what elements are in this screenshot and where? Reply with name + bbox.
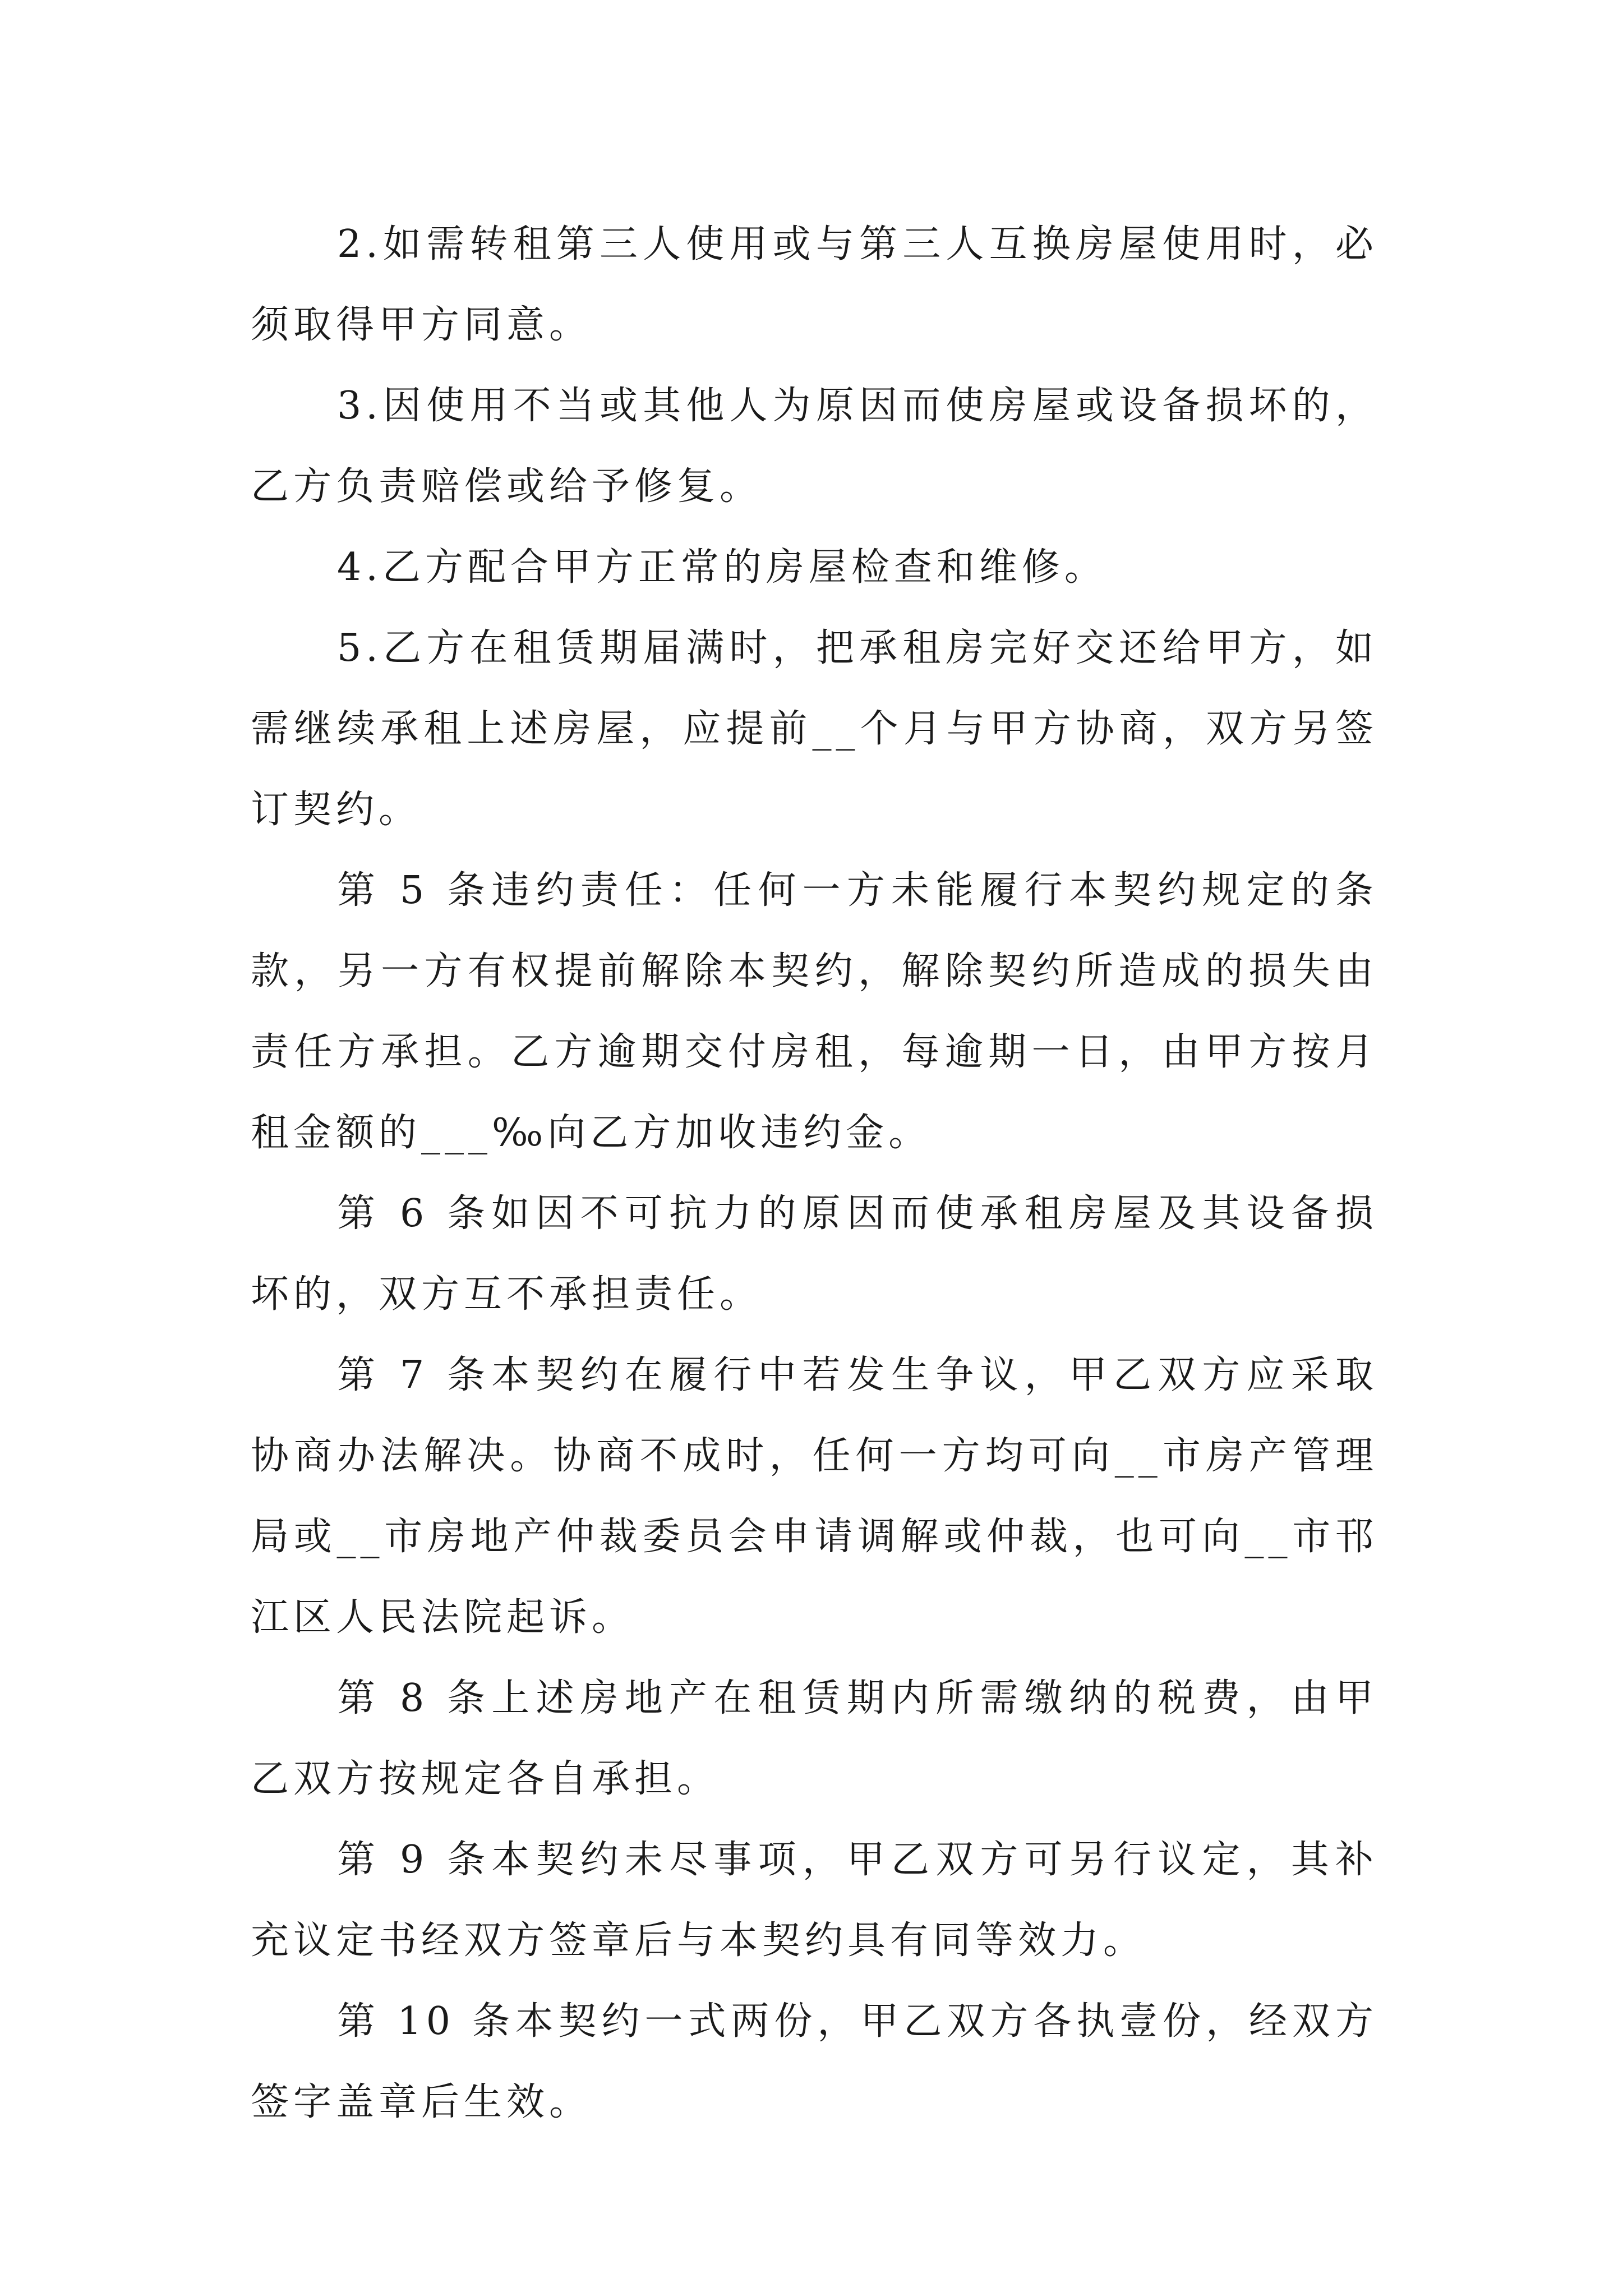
paragraph-article-7: 第 7 条本契约在履行中若发生争议，甲乙双方应采取协商办法解决。协商不成时，任何一方均可向__市房产管理局或__市房地产仲裁委员会申请调解或仲裁，也可向__市邗江区人民法院起诉。: [251, 1353, 1378, 1640]
document-body: [251, 204, 1378, 2143]
paragraph-clause-4-4: 4.乙方配合甲方正常的房屋检查和维修。: [337, 545, 1107, 590]
paragraph-clause-4-2: 2.如需转租第三人使用或与第三人互换房屋使用时，必须取得甲方同意。: [251, 222, 1378, 347]
paragraph-article-5: 第 5 条违约责任：任何一方未能履行本契约规定的条款，另一方有权提前解除本契约，解除契约所造成的损失由责任方承担。乙方逾期交付房租，每逾期一日，由甲方按月租金额的___‰向乙方加收违约金。: [251, 868, 1378, 1155]
paragraph-article-6: 第 6 条如因不可抗力的原因而使承租房屋及其设备损坏的，双方互不承担责任。: [251, 1191, 1378, 1317]
paragraph-article-10: 第 10 条本契约一式两份，甲乙双方各执壹份，经双方签字盖章后生效。: [251, 1999, 1378, 2124]
paragraph-clause-4-5: 5.乙方在租赁期届满时，把承租房完好交还给甲方，如需继续承租上述房屋，应提前__个月与甲方协商，双方另签订契约。: [251, 626, 1378, 832]
paragraph-article-8: 第 8 条上述房地产在租赁期内所需缴纳的税费，由甲乙双方按规定各自承担。: [251, 1676, 1378, 1801]
paragraph-article-9: 第 9 条本契约未尽事项，甲乙双方可另行议定，其补充议定书经双方签章后与本契约具有同等效力。: [251, 1838, 1378, 1963]
paragraph-clause-4-3: 3.因使用不当或其他人为原因而使房屋或设备损坏的，乙方负责赔偿或给予修复。: [251, 384, 1378, 509]
